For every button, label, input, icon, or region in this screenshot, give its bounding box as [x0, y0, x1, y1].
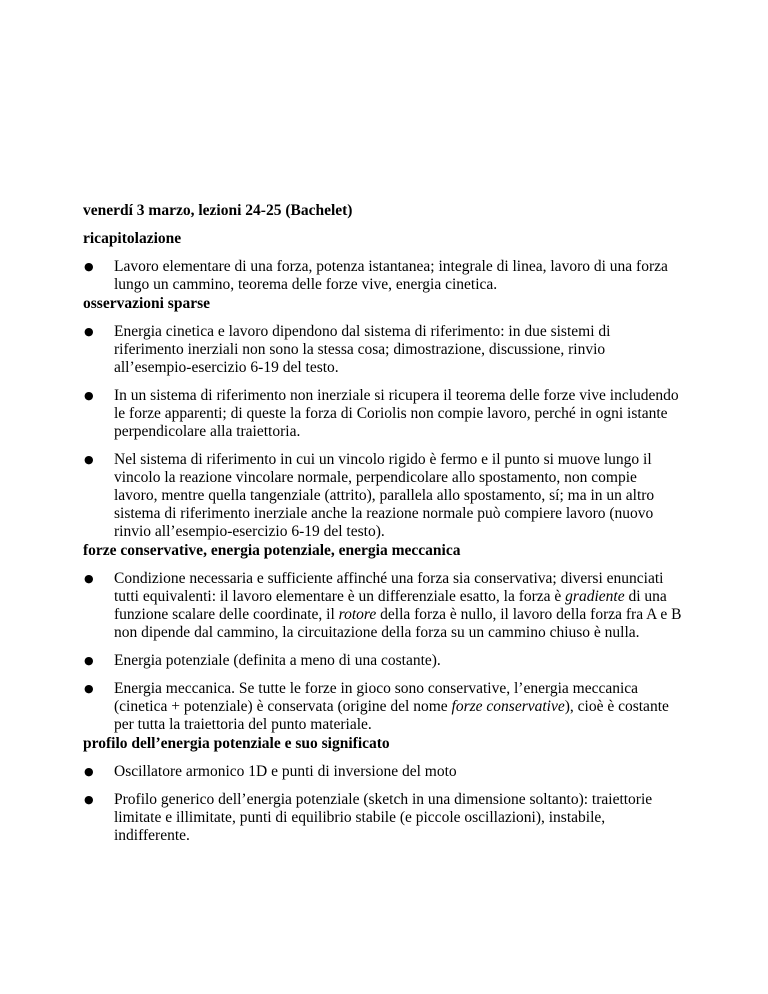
section-heading: profilo dell’energia potenziale e suo significato	[83, 735, 390, 752]
bullet-icon: ●	[84, 572, 94, 585]
list-item-text	[114, 652, 441, 669]
list-item-text	[114, 680, 669, 733]
section-heading: forze conservative, energia potenziale, energia meccanica	[83, 542, 461, 559]
section	[83, 295, 683, 541]
emphasized-term: gradiente	[565, 588, 625, 605]
text-run: Energia cinetica e lavoro dipendono dal sistema di riferimento: in due sistemi di riferimento inerziali non sono la stessa cosa; dimostrazione, discussione, rinvio all’esempio-esercizio 6-19 del testo.	[114, 323, 611, 376]
text-run: Profilo generico dell’energia potenziale (sketch in una dimensione soltanto): traiettorie limitate e illimitate, punti di equilibrio stabile (e piccole oscillazioni), instabile, indifferente.	[114, 791, 653, 844]
list-item-text	[114, 258, 668, 293]
document-title: venerdí 3 marzo, lezioni 24-25 (Bachelet)	[83, 202, 353, 219]
text-run: Condizione necessaria e sufficiente affinché una forza sia conservativa; diversi enunciati tutti equivalenti: il lavoro elementare è un differenziale esatto, la forza è	[114, 570, 664, 605]
list-item	[83, 791, 683, 845]
bullet-icon: ●	[84, 654, 94, 667]
list-item	[83, 763, 683, 781]
document-page	[83, 202, 683, 846]
section	[83, 542, 683, 734]
text-run: Energia meccanica. Se tutte le forze in gioco sono conservative, l’energia meccanica (cinetica + potenziale) è conservata (origine del nome	[114, 680, 639, 715]
emphasized-term: rotore	[338, 606, 377, 623]
text-run: Nel sistema di riferimento in cui un vincolo rigido è fermo e il punto si muove lungo il vincolo la reazione vincolare normale, perpendicolare allo spostamento, non compie lavoro, mentre quella tangenziale (attrito), parallela allo spostamento, sí; ma in un altro sistema di riferimento inerziale anche la reazione normale può compiere lavoro (nuovo rinvio all’esempio-esercizio 6-19 del testo).	[114, 451, 655, 540]
list-item-text	[114, 763, 457, 780]
bullet-icon: ●	[84, 793, 94, 806]
list-item	[83, 451, 683, 541]
list-item	[83, 570, 683, 642]
text-run: della forza è nullo, il lavoro della forza fra A e B non dipende dal cammino, la circuitazione della forza su un cammino chiuso è nulla.	[114, 606, 682, 641]
list-item-text	[114, 451, 654, 540]
text-run: In un sistema di riferimento non inerziale si ricupera il teorema delle forze vive includendo le forze apparenti; di queste la forza di Coriolis non compie lavoro, perché in ogni istante perpendicolare alla traiettoria.	[114, 387, 679, 440]
bullet-list	[83, 763, 683, 845]
list-item-text	[114, 323, 610, 376]
bullet-list	[83, 570, 683, 734]
section	[83, 735, 683, 845]
list-item	[83, 680, 683, 734]
bullet-icon: ●	[84, 325, 94, 338]
bullet-list	[83, 323, 683, 541]
text-run: Energia potenziale (definita a meno di una costante).	[114, 652, 441, 669]
list-item	[83, 652, 683, 670]
list-item	[83, 258, 683, 294]
text-run: Oscillatore armonico 1D e punti di inversione del moto	[114, 763, 457, 780]
bullet-icon: ●	[84, 453, 94, 466]
list-item-text	[114, 791, 652, 844]
section	[83, 230, 683, 294]
bullet-icon: ●	[84, 389, 94, 402]
section-heading: ricapitolazione	[83, 230, 182, 247]
list-item	[83, 323, 683, 377]
sections-container	[83, 230, 683, 845]
list-item-text	[114, 570, 681, 641]
text-run: Lavoro elementare di una forza, potenza istantanea; integrale di linea, lavoro di una forza lungo un cammino, teorema delle forze vive, energia cinetica.	[114, 258, 668, 293]
emphasized-term: forze conservative	[451, 698, 565, 715]
list-item-text	[114, 387, 679, 440]
bullet-icon: ●	[84, 765, 94, 778]
text-run: ), cioè è costante per tutta la traiettoria del punto materiale.	[114, 698, 669, 733]
text-run: di una funzione scalare delle coordinate, il	[114, 588, 667, 623]
bullet-icon: ●	[84, 260, 94, 273]
bullet-list	[83, 258, 683, 294]
section-heading: osservazioni sparse	[83, 295, 211, 312]
list-item	[83, 387, 683, 441]
bullet-icon: ●	[84, 682, 94, 695]
